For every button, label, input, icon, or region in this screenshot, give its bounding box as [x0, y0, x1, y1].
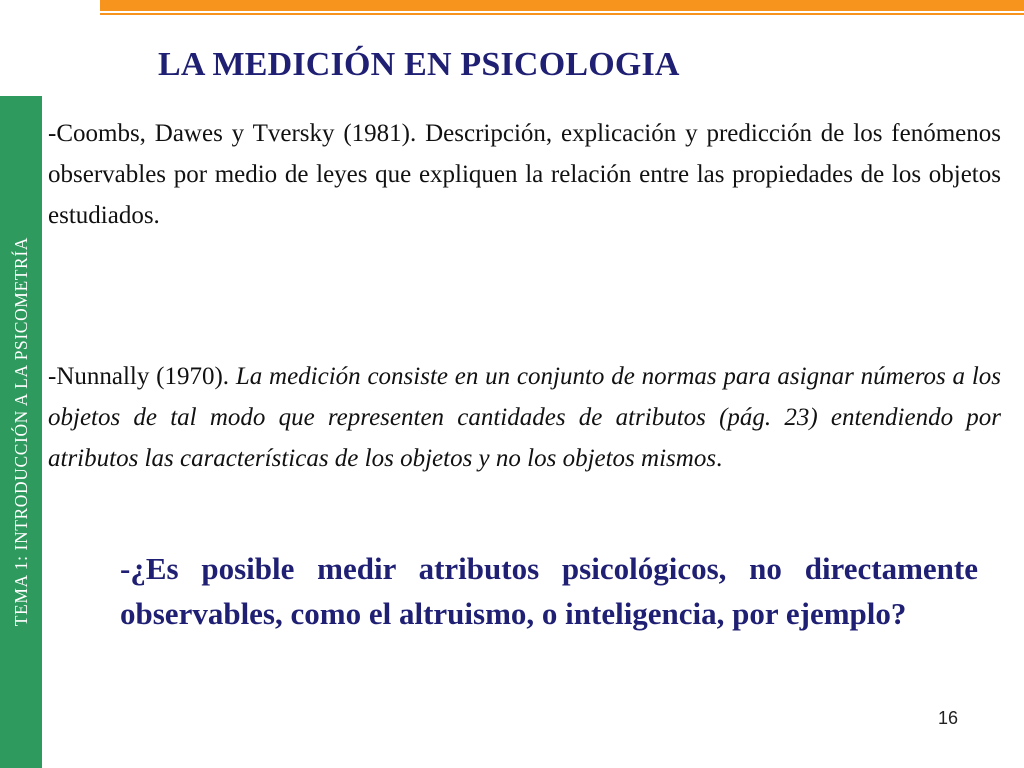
- top-accent-line: [100, 13, 1024, 15]
- sidebar-label-wrap: [0, 96, 42, 768]
- nunnally-paragraph: [48, 356, 1001, 479]
- top-accent-bar: [100, 0, 1024, 11]
- sidebar-label: TEMA 1: INTRODUCCIÓN A LA PSICOMETRÍA: [10, 237, 31, 627]
- slide-title: LA MEDICIÓN EN PSICOLOGIA: [158, 46, 680, 83]
- nunnally-quote: La medición consiste en un conjunto de normas para asignar números a los objetos de tal modo que representen cantidades de atributos (pág. 23) entendiendo por atributos las características de los objetos y no los objetos mismos: [48, 363, 1001, 472]
- nunnally-citation: -Nunnally (1970).: [48, 363, 236, 390]
- nunnally-period: .: [716, 445, 723, 472]
- question-text: -¿Es posible medir atributos psicológicos, no directamente observables, como el altruismo, o inteligencia, por ejemplo?: [120, 551, 978, 631]
- coombs-paragraph: -Coombs, Dawes y Tversky (1981). Descripción, explicación y predicción de los fenómenos observables por medio de leyes que expliquen la relación entre las propiedades de los objetos estudiados.: [48, 120, 1001, 229]
- page-number: 16: [938, 708, 959, 728]
